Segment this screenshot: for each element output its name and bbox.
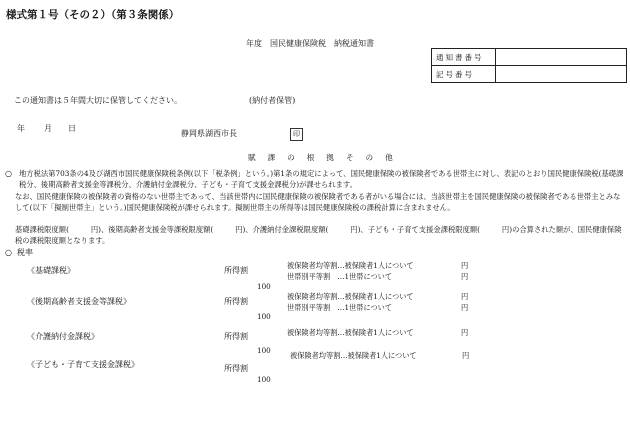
section-elderly-line-2-unit: 円 — [461, 303, 469, 312]
bullet-rate: ○ — [5, 248, 12, 257]
mayor-name: 静岡県湖西市長 — [181, 129, 237, 138]
paragraph-deemed-householder: なお、国民健康保険の被保険者の資格のない世帯主であって、当該世帯内に国民健康保険の被保険者である者がいる場合には、当該世帯主を国民健康保険の被保険者である世帯主とみなして(以下「擬制世帯主」という。)国民健康保険税が課せられます。擬制世帯主の所得等は国民健康保険税の課税計算に含まれません。 — [15, 192, 621, 213]
keep-notice: この通知書は５年間大切に保管してください。 — [14, 96, 182, 105]
reference-number-box — [431, 48, 627, 83]
section-child-denom: 100 — [257, 375, 271, 384]
section-basic-line-2-unit: 円 — [461, 272, 469, 281]
section-elderly-line-1: 被保険者均等割…被保険者1人について — [287, 292, 414, 301]
section-basic-income: 所得割 — [224, 266, 248, 275]
section-basic-line-2: 世帯別平等割 …1世帯について — [287, 272, 393, 281]
section-child-income: 所得割 — [224, 364, 248, 373]
paragraph-legal-basis: 地方税法第703条の4及び湖西市国民健康保険税条例(以下「税条例」という。)第1条の規定によって、国民健康保険の被保険者である世帯主に対し、表記のとおり国民健康保険税(基礎課税分、後期高齢者支援金等課税分、介護納付金課税分、子ども・子育て支援金課税分)が課せられます。 — [19, 169, 624, 190]
section-elderly-line-2: 世帯別平等割 …1世帯について — [287, 303, 393, 312]
document-title: 年度 国民健康保険税 納税通知書 — [246, 39, 374, 48]
section-elderly-income: 所得割 — [224, 297, 248, 306]
section-child-line-1-unit: 円 — [462, 351, 470, 360]
taxpayer-keep-label: (納付者保管) — [249, 96, 296, 105]
section-child-line-1: 被保険者均等割…被保険者1人について — [290, 351, 417, 360]
section-child-name: 《子ども・子育て支援金課税》 — [27, 360, 139, 369]
section-care-line-1-unit: 円 — [461, 328, 469, 337]
section-care-line-1: 被保険者均等割…被保険者1人について — [287, 328, 414, 337]
rate-heading: 税率 — [17, 248, 33, 257]
section-elderly-line-1-unit: 円 — [461, 292, 469, 301]
section-care-name: 《介護納付金課税》 — [27, 332, 99, 341]
section-basic-denom: 100 — [257, 282, 271, 291]
section-elderly-denom: 100 — [257, 312, 271, 321]
paragraph-limits: 基礎課税限度額( 円)、後期高齢者支援金等課税限度額( 円)、介護納付金課税限度額( 円)、子ども・子育て支援金課税限度額( 円)の合算された額が、国民健康保険税の課税限度額となります。 — [15, 225, 622, 246]
bullet-basis: ○ — [5, 169, 12, 178]
form-label: 様式第１号（その２）（第３条関係） — [6, 9, 180, 21]
ref-row-notice-number — [432, 49, 627, 66]
section-care-income: 所得割 — [224, 332, 248, 341]
section-basic-line-1-unit: 円 — [461, 261, 469, 270]
section-care-denom: 100 — [257, 346, 271, 355]
ref-value-symbol-number — [496, 66, 627, 83]
section-basic-name: 《基礎課税》 — [27, 266, 75, 275]
date-year: 年 — [17, 124, 25, 133]
ref-label-notice-number: 通知書番号 — [432, 49, 496, 66]
ref-label-symbol-number: 記号番号 — [432, 66, 496, 83]
date-month: 月 — [44, 124, 52, 133]
seal-mark: 印 — [290, 128, 303, 141]
basis-heading: 賦課の根拠その他 — [248, 153, 405, 162]
date-day: 日 — [68, 124, 76, 133]
ref-value-notice-number — [496, 49, 627, 66]
section-elderly-name: 《後期高齢者支援金等課税》 — [27, 297, 131, 306]
section-basic-line-1: 被保険者均等割…被保険者1人について — [287, 261, 414, 270]
ref-row-symbol-number — [432, 66, 627, 83]
